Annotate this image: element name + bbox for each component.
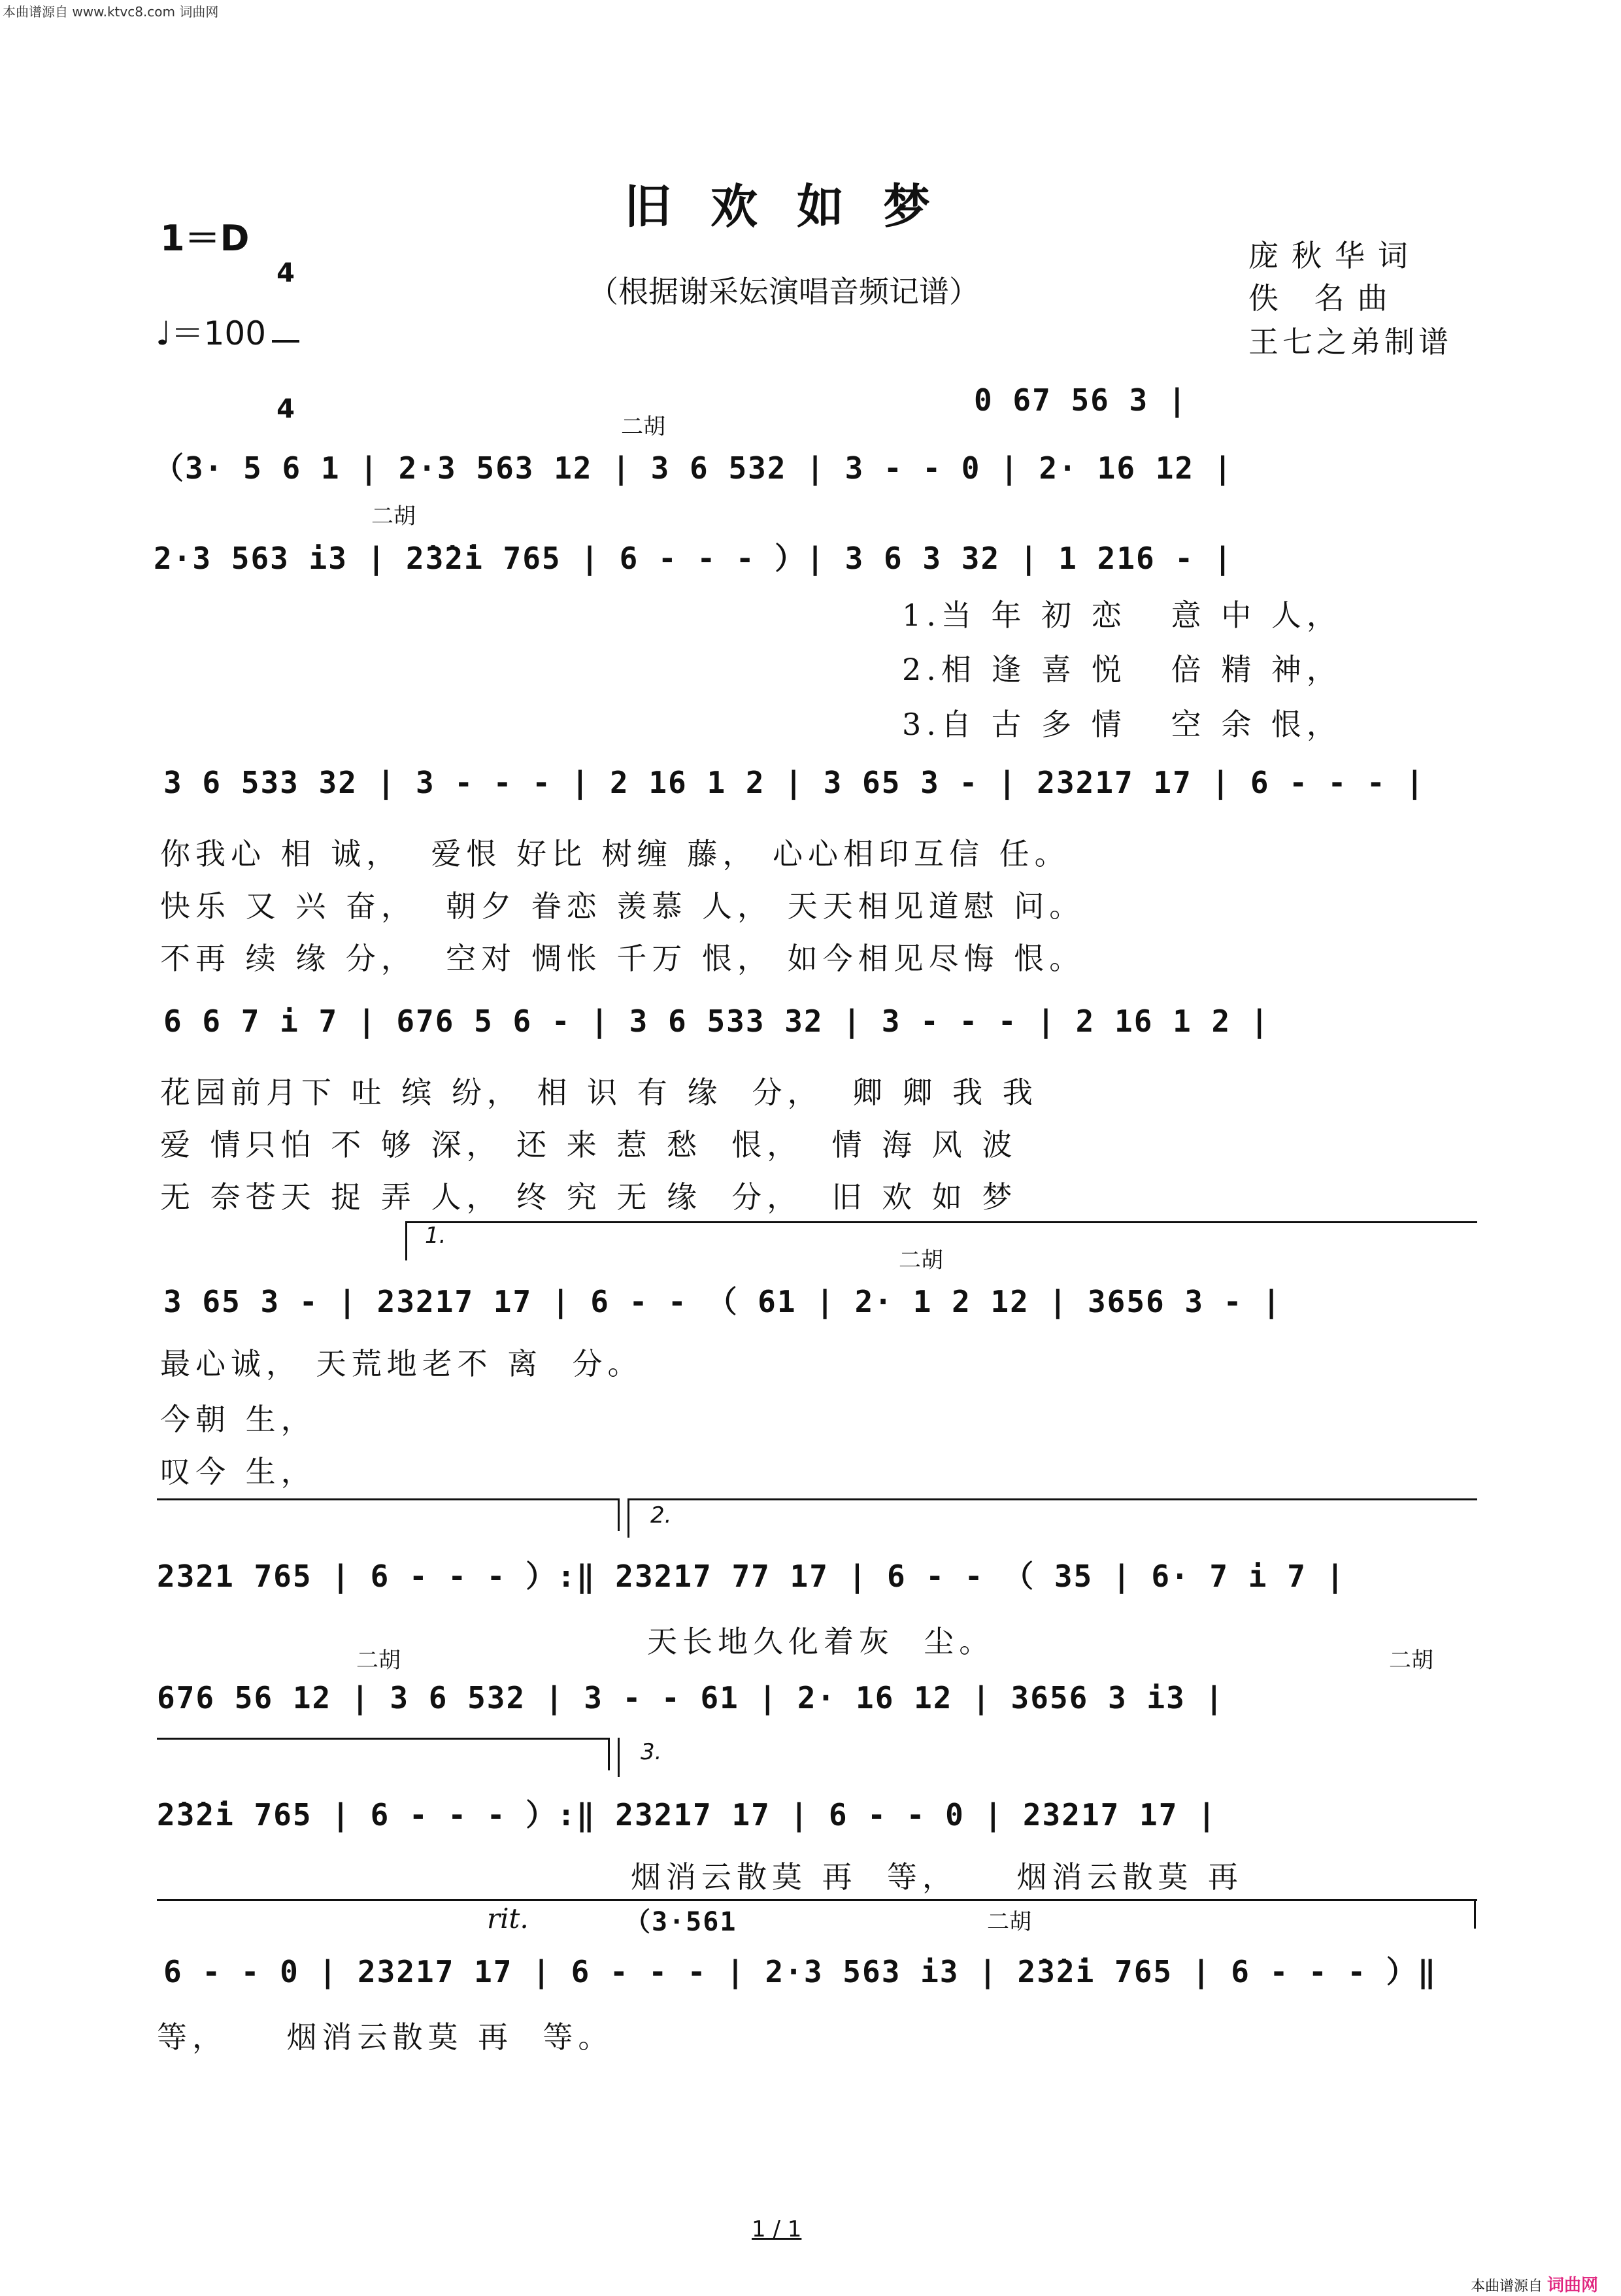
erhu-label-3: 二胡 [899,1247,943,1274]
score-row-7: 676 56 12 | 3 6 532 | 3 - - 61 | 2· 16 12 | 3656 3 i3 | [157,1680,1225,1715]
erhu-label-6: 二胡 [987,1909,1031,1935]
score-row-2: 2·3 563 i3 | 2̇3̇2̇i 765 | 6 - - - ）| 3 6 3 32 | 1 216 - | [154,541,1233,576]
volta-line-1 [405,1221,1477,1223]
page-number: 1 / 1 [752,2216,802,2242]
ending-2-label: 2. [650,1502,672,1528]
meter-bottom: 4 [276,394,295,424]
lyric-v3-intro: 3.自 古 多 情 空 余 恨， [902,707,1342,742]
volta-bracket-1 [405,1221,407,1260]
lyric-v2-intro: 2.相 逢 喜 悦 倍 精 神， [902,652,1342,687]
tempo-value: ＝100 [171,314,267,352]
volta-bracket-1b [618,1498,620,1531]
footer-logo-text: 本曲谱源自 [1471,2278,1543,2295]
lyric-v1-b: 花园前月下 吐 缤 纷， 相 识 有 缘 分， 卿 卿 我 我 [160,1075,1038,1110]
time-signature [269,208,302,448]
erhu-label-4: 二胡 [356,1647,401,1674]
tempo-marking [156,307,266,354]
erhu-label-5: 二胡 [1389,1647,1433,1674]
quarter-note-icon: ♩ [156,314,171,352]
ritardando-mark: rit. [487,1902,529,1934]
footer-logo-brand: 词曲网 [1547,2276,1599,2295]
page-title: 旧欢如梦 [624,178,970,234]
page-subtitle: （根据谢采妘演唱音频记谱） [588,274,979,309]
score-row-4: 6 6 7 i 7 | 676 5 6 - | 3 6 533 32 | 3 - - - | 2 16 1 2 | [163,1004,1270,1039]
volta-bracket-3 [618,1738,620,1777]
lyricist-credit: 庞秋华词 [1248,238,1421,273]
volta-line-1b [157,1498,618,1500]
lyric-end-3a: 烟消云散莫 再 等， 烟消云散莫 再 [631,1859,1243,1895]
pickup-bracket: （3·561 [624,1907,737,1937]
volta-line-3 [157,1899,1477,1901]
volta-bracket-2 [627,1498,629,1538]
meter-line [272,340,299,343]
footer-logo [1471,2272,1598,2296]
lyric-end-3b: 等， 烟消云散莫 再 等。 [157,2019,614,2055]
score-row-8: 2̇3̇2̇i 765 | 6 - - - ）:‖ 23217 17 | 6 - - 0 | 23217 17 | [157,1797,1217,1832]
score-row-0: 0 67 56 3 | [974,382,1188,418]
lyric-v2-a: 快乐 又 兴 奋， 朝夕 眷恋 羡慕 人， 天天相见道慰 问。 [160,888,1085,924]
ending-1-label: 1. [425,1223,446,1249]
erhu-label-1: 二胡 [621,414,665,440]
lyric-v1-c: 最心诚， 天荒地老不 离 分。 [160,1346,643,1381]
score-row-9: 6 - - 0 | 23217 17 | 6 - - - | 2·3 563 i3 | 2̇3̇2̇i 765 | 6 - - - ）‖ [163,1954,1437,1989]
score-row-3: 3 6 533 32 | 3 - - - | 2 16 1 2 | 3 65 3 - | 23217 17 | 6 - - - | [163,765,1426,800]
lyric-end-2: 天长地久化着灰 尘。 [647,1624,995,1659]
composer-credit: 佚 名曲 [1248,280,1401,316]
volta-bracket-2b [608,1738,610,1770]
transcriber-credit: 王七之弟制谱 [1248,324,1452,360]
volta-end-3 [1474,1899,1476,1929]
volta-line-2 [627,1498,1477,1500]
volta-line-2b [157,1738,608,1740]
lyric-v1-a: 你我心 相 诚， 爱恨 好比 树缠 藤， 心心相印互信 任。 [160,836,1070,871]
ending-3-label: 3. [641,1739,662,1765]
lyric-v3-b: 无 奈苍天 捉 弄 人， 终 究 无 缘 分， 旧 欢 如 梦 [160,1179,1018,1215]
score-row-6: 2321 765 | 6 - - - ）:‖ 23217 77 17 | 6 - - （ 35 | 6· 7 i 7 | [157,1559,1346,1594]
lyric-v2-c: 今朝 生， [160,1402,316,1437]
lyric-v3-a: 不再 续 缘 分， 空对 惆怅 千万 恨， 如今相见尽悔 恨。 [160,941,1085,976]
watermark-top: 本曲谱源自 www.ktvc8.com 词曲网 [3,4,219,20]
score-row-1: （3· 5 6 1 | 2·3 563 12 | 3 6 532 | 3 - - 0 | 2· 16 12 | [154,450,1233,486]
erhu-label-2: 二胡 [371,503,416,530]
lyric-v1-intro: 1.当 年 初 恋 意 中 人， [902,598,1342,633]
lyric-v3-c: 叹今 生， [160,1454,316,1489]
meter-top: 4 [276,258,295,288]
lyric-v2-b: 爱 情只怕 不 够 深， 还 来 惹 愁 恨， 情 海 风 波 [160,1127,1018,1162]
score-row-5: 3 65 3 - | 23217 17 | 6 - - （ 61 | 2· 1 2 12 | 3656 3 - | [163,1284,1282,1319]
key-signature: 1＝D [160,218,250,259]
